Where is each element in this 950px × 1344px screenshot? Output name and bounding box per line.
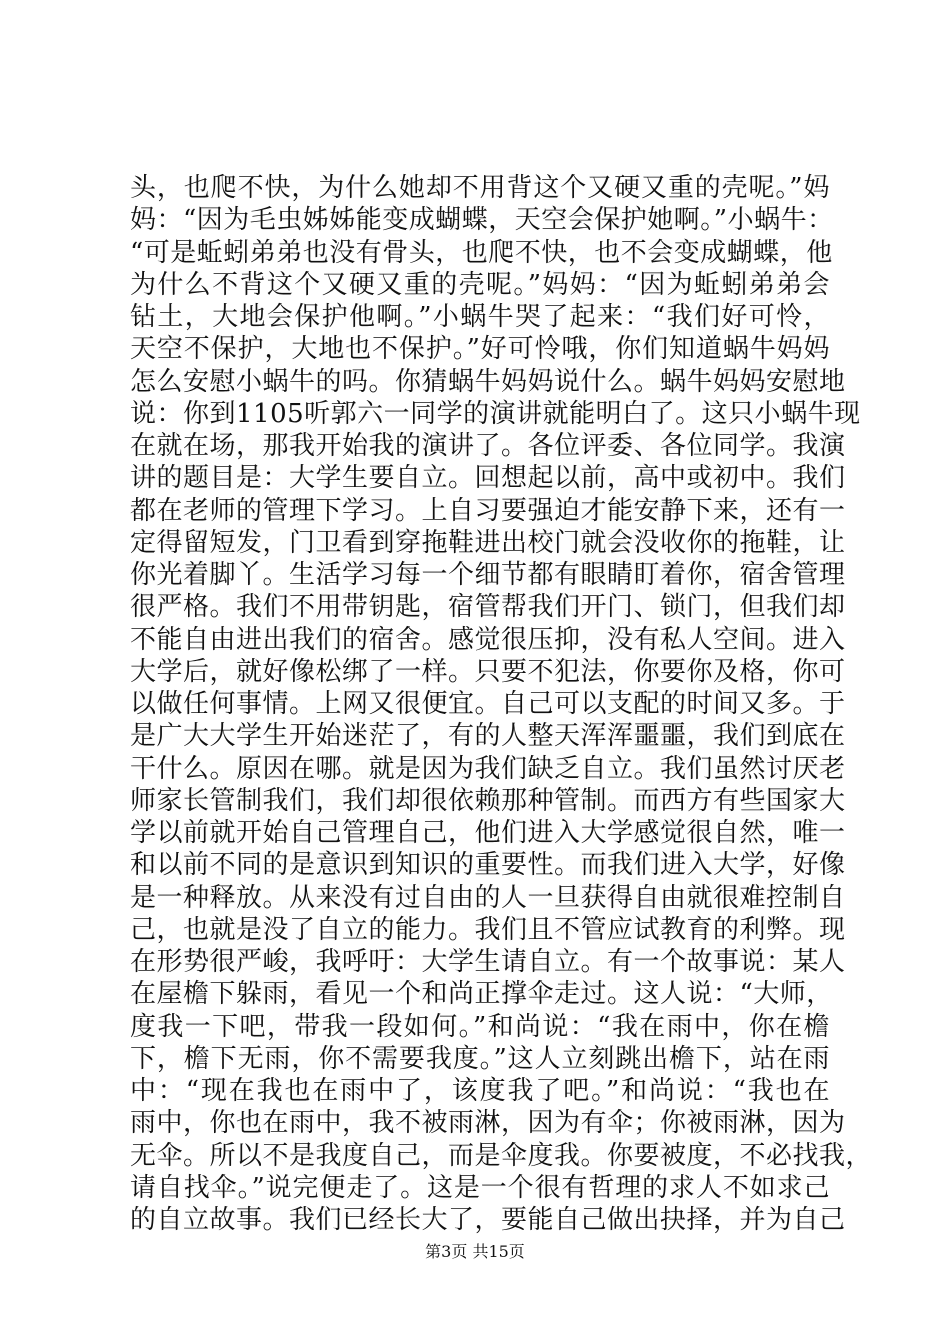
text-line: 请自找伞。”说完便走了。这是一个很有哲理的求人不如求己	[130, 1172, 830, 1203]
text-line: 大学后，就好像松绑了一样。只要不犯法，你要你及格，你可	[130, 656, 846, 687]
text-line: 是广大大学生开始迷茫了，有的人整天浑浑噩噩，我们到底在	[130, 721, 846, 752]
text-line: 的自立故事。我们已经长大了，要能自己做出抉择，并为自己	[130, 1205, 846, 1235]
document-body	[130, 172, 873, 1236]
text-line: 为什么不背这个又硬又重的壳呢。”妈妈：“因为蚯蚓弟弟会	[130, 269, 830, 300]
text-line: 中：“现在我也在雨中了，该度我了吧。”和尚说：“我也在	[130, 1076, 830, 1106]
text-line: 你光着脚丫。生活学习每一个细节都有眼睛盯着你，宿舍管理	[130, 560, 846, 590]
text-line: 在形势很严峻，我呼吁：大学生请自立。有一个故事说：某人	[130, 947, 846, 977]
text-line: 钻土，大地会保护他啊。”小蜗牛哭了起来：“我们好可怜，	[130, 302, 830, 332]
text-line: 怎么安慰小蜗牛的吗。你猜蜗牛妈妈说什么。蜗牛妈妈安慰地	[130, 366, 846, 397]
text-line: 在就在场，那我开始我的演讲了。各位评委、各位同学。我演	[130, 431, 846, 461]
text-line: 不能自由进出我们的宿舍。感觉很压抑，没有私人空间。进入	[130, 624, 846, 655]
text-line: 头，也爬不快，为什么她却不用背这个又硬又重的壳呢。”妈	[130, 173, 830, 203]
text-line: 以做任何事情。上网又很便宜。自己可以支配的时间又多。于	[130, 689, 846, 719]
text-line: 和以前不同的是意识到知识的重要性。而我们进入大学，好像	[130, 850, 846, 881]
text-line: 师家长管制我们，我们却很依赖那种管制。而西方有些国家大	[130, 785, 846, 816]
text-line: 学以前就开始自己管理自己，他们进入大学感觉很自然，唯一	[130, 818, 846, 848]
text-line: 在屋檐下躲雨，看见一个和尚正撑伞走过。这人说：“大师，	[130, 979, 833, 1010]
text-line: 是一种释放。从来没有过自由的人一旦获得自由就很难控制自	[130, 882, 846, 913]
page-number: 第3页 共15页	[425, 1242, 525, 1261]
text-line: 天空不保护，大地也不保护。”好可怜哦，你们知道蜗牛妈妈	[130, 334, 830, 365]
text-line: 妈：“因为毛虫姊姊能变成蝴蝶，天空会保护她啊。”小蜗牛：	[130, 205, 834, 236]
text-line: 干什么。原因在哪。就是因为我们缺乏自立。我们虽然讨厌老	[130, 753, 846, 784]
text-line: 己，也就是没了自立的能力。我们且不管应试教育的利弊。现	[130, 914, 846, 945]
text-line: 下，檐下无雨，你不需要我度。”这人立刻跳出檐下，站在雨	[130, 1043, 830, 1074]
text-line: 雨中，你也在雨中，我不被雨淋，因为有伞；你被雨淋，因为	[130, 1108, 846, 1139]
text-line: 度我一下吧，带我一段如何。”和尚说：“我在雨中，你在檐	[130, 1011, 830, 1042]
text-line: 讲的题目是：大学生要自立。回想起以前，高中或初中。我们	[130, 463, 846, 494]
text-line: 很严格。我们不用带钥匙，宿管帮我们开门、锁门，但我们却	[130, 592, 846, 623]
text-line: 说：你到1105听郭六一同学的演讲就能明白了。这只小蜗牛现	[130, 398, 861, 429]
text-line: 无伞。所以不是我度自己，而是伞度我。你要被度，不必找我，	[130, 1140, 873, 1171]
text-line: 都在老师的管理下学习。上自习要强迫才能安静下来，还有一	[130, 495, 846, 526]
text-line: “可是蚯蚓弟弟也没有骨头，也爬不快，也不会变成蝴蝶，他	[130, 237, 833, 268]
text-line: 定得留短发，门卫看到穿拖鞋进出校门就会没收你的拖鞋，让	[130, 527, 846, 558]
